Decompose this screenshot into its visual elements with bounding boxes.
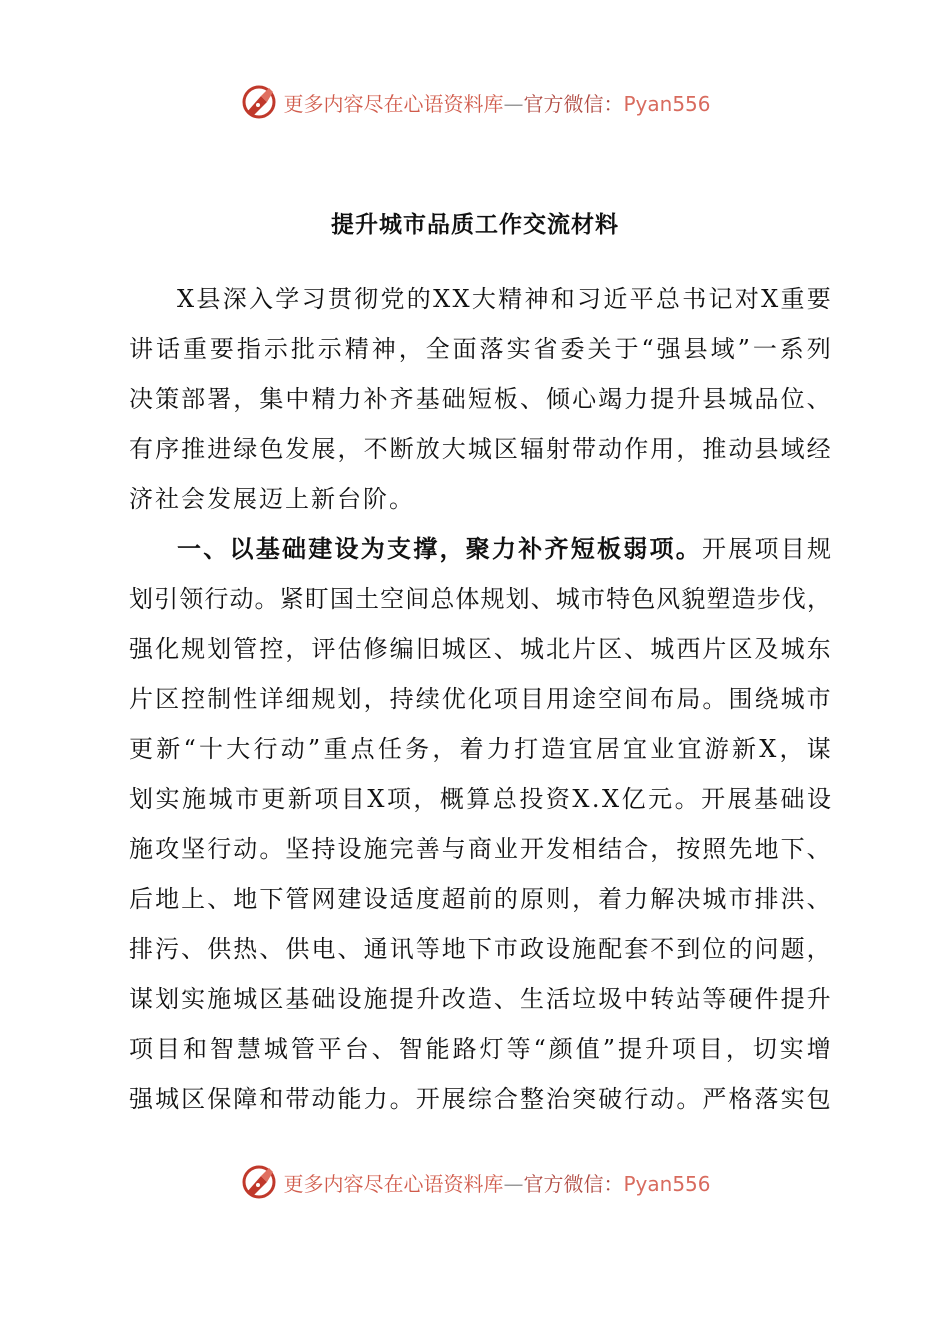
paragraph-line: 决 策 部 署 ， 集 中 精 力 补 齐 基 础 短 板 、 倾 心 竭 力 提 升 县 城 品 位 、 xyxy=(129,385,831,413)
paragraph-line: 排 污 、 供 热 、 供 电 、 通 讯 等 地 下 市 政 设 施 配 套 不 到 位 的 问 题 ， xyxy=(129,935,831,963)
document-title: 提升城市品质工作交流材料 xyxy=(331,211,619,238)
paragraph-line: 强 城 区 保 障 和 带 动 能 力 。 开 展 综 合 整 治 突 破 行 动 。 严 格 落 实 包 xyxy=(129,1085,831,1113)
footer-banner xyxy=(0,1162,950,1202)
pen-nib-logo-icon xyxy=(239,1162,279,1202)
paragraph-line: 强 化 规 划 管 控 ， 评 估 修 编 旧 城 区 、 城 北 片 区 、 城 西 片 区 及 城 东 xyxy=(129,635,831,663)
document-body xyxy=(129,279,831,1129)
pen-nib-logo-icon xyxy=(239,82,279,122)
paragraph-line: 项 目 和 智 慧 城 管 平 台 、 智 能 路 灯 等 “ 颜 值 ” 提 升 项 目 ， 切 实 增 xyxy=(129,1035,831,1063)
paragraph-line: 有 序 推 进 绿 色 发 展 ， 不 断 放 大 城 区 辐 射 带 动 作 用 ， 推 动 县 域 经 xyxy=(129,435,831,463)
paragraph-line: 谋 划 实 施 城 区 基 础 设 施 提 升 改 造 、 生 活 垃 圾 中 转 站 等 硬 件 提 升 xyxy=(129,985,831,1013)
paragraph-line: 更 新 “ 十 大 行 动 ” 重 点 任 务 ， 着 力 打 造 宜 居 宜 业 宜 游 新 X ， 谋 xyxy=(129,735,831,763)
paragraph-line: 后 地 上 、 地 下 管 网 建 设 适 度 超 前 的 原 则 ， 着 力 解 决 城 市 排 洪 、 xyxy=(129,885,831,913)
paragraph-line: 济社会发展迈上新台阶。 xyxy=(129,485,415,513)
paragraph-line: X 县 深 入 学 习 贯 彻 党 的 X X 大 精 神 和 习 近 平 总 书 记 对 X 重 要 xyxy=(177,285,831,313)
paragraph-line: 片 区 控 制 性 详 细 规 划 ， 持 续 优 化 项 目 用 途 空 间 布 局 。 围 绕 城 市 xyxy=(129,685,831,713)
paragraph-line: 划 引 领 行 动 。 紧 盯 国 土 空 间 总 体 规 划 、 城 市 特 色 风 貌 塑 造 步 伐 ， xyxy=(129,585,831,613)
paragraph-line: 施 攻 坚 行 动 。 坚 持 设 施 完 善 与 商 业 开 发 相 结 合 ， 按 照 先 地 下 、 xyxy=(129,835,831,863)
paragraph-line: 讲 话 重 要 指 示 批 示 精 神 ， 全 面 落 实 省 委 关 于 “ 强 县 域 ” 一 系 列 xyxy=(129,335,831,363)
banner-text: 更多内容尽在心语资料库—官方微信：Pyan556 xyxy=(283,91,711,116)
banner-text: 更多内容尽在心语资料库—官方微信：Pyan556 xyxy=(283,1171,711,1196)
paragraph-line: 一 、 以 基 础 建 设 为 支 撑 ， 聚 力 补 齐 短 板 弱 项 。 开 展 项 目 规 xyxy=(177,534,831,563)
header-banner xyxy=(0,82,950,122)
paragraph-line: 划 实 施 城 市 更 新 项 目 X 项 ， 概 算 总 投 资 X . X 亿 元 。 开 展 基 础 设 xyxy=(129,785,831,813)
